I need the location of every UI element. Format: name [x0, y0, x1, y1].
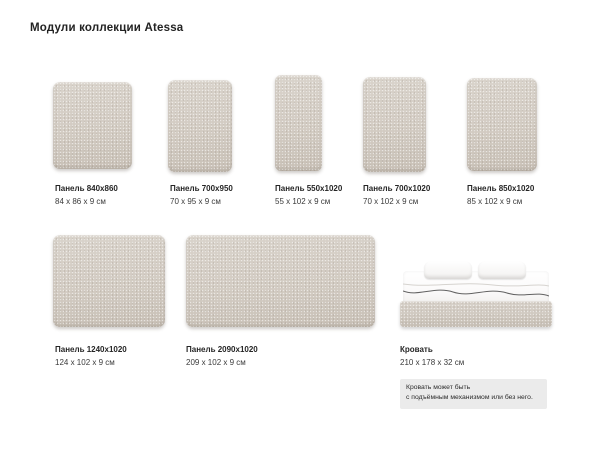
panel-image-2090x1020 [186, 235, 375, 327]
module-name: Кровать [400, 345, 433, 354]
module-label-2090x1020 [186, 344, 258, 368]
module-label-bed [400, 344, 464, 368]
bed-note-line2: с подъёмным механизмом или без него. [406, 393, 533, 401]
module-dimensions: 210 x 178 x 32 см [400, 358, 465, 367]
module-label-850x1020 [467, 183, 534, 207]
module-label-700x1020 [363, 183, 430, 207]
module-dimensions: 124 x 102 x 9 см [55, 358, 115, 367]
pillow-left [424, 261, 472, 279]
panel-image-700x1020 [363, 77, 426, 172]
page-title: Модули коллекции Atessa [30, 22, 184, 34]
module-name: Панель 2090x1020 [186, 345, 258, 354]
module-label-1240x1020 [55, 344, 127, 368]
bed-base [400, 301, 552, 327]
bed-note-line1: Кровать может быть [406, 384, 471, 391]
bed-note [400, 379, 547, 409]
module-label-840x860 [55, 183, 118, 207]
module-dimensions: 209 x 102 x 9 см [186, 358, 246, 367]
module-name: Панель 840x860 [55, 184, 118, 193]
module-name: Панель 700x950 [170, 184, 233, 193]
module-name: Панель 700x1020 [363, 184, 431, 193]
panel-image-1240x1020 [53, 235, 165, 327]
module-name: Панель 550x1020 [275, 184, 343, 193]
module-dimensions: 55 x 102 x 9 см [275, 197, 331, 206]
bed-image [400, 261, 552, 327]
panel-image-840x860 [53, 82, 132, 169]
panel-image-700x950 [168, 80, 232, 172]
panel-image-850x1020 [467, 78, 537, 171]
module-name: Панель 1240x1020 [55, 345, 127, 354]
module-dimensions: 85 x 102 x 9 см [467, 197, 523, 206]
module-label-700x950 [170, 183, 233, 207]
module-label-550x1020 [275, 183, 342, 207]
module-dimensions: 70 x 102 x 9 см [363, 197, 419, 206]
panel-image-550x1020 [275, 75, 322, 171]
module-name: Панель 850x1020 [467, 184, 535, 193]
module-dimensions: 70 x 95 x 9 см [170, 197, 221, 206]
pillow-right [478, 261, 526, 279]
module-dimensions: 84 x 86 x 9 см [55, 197, 106, 206]
